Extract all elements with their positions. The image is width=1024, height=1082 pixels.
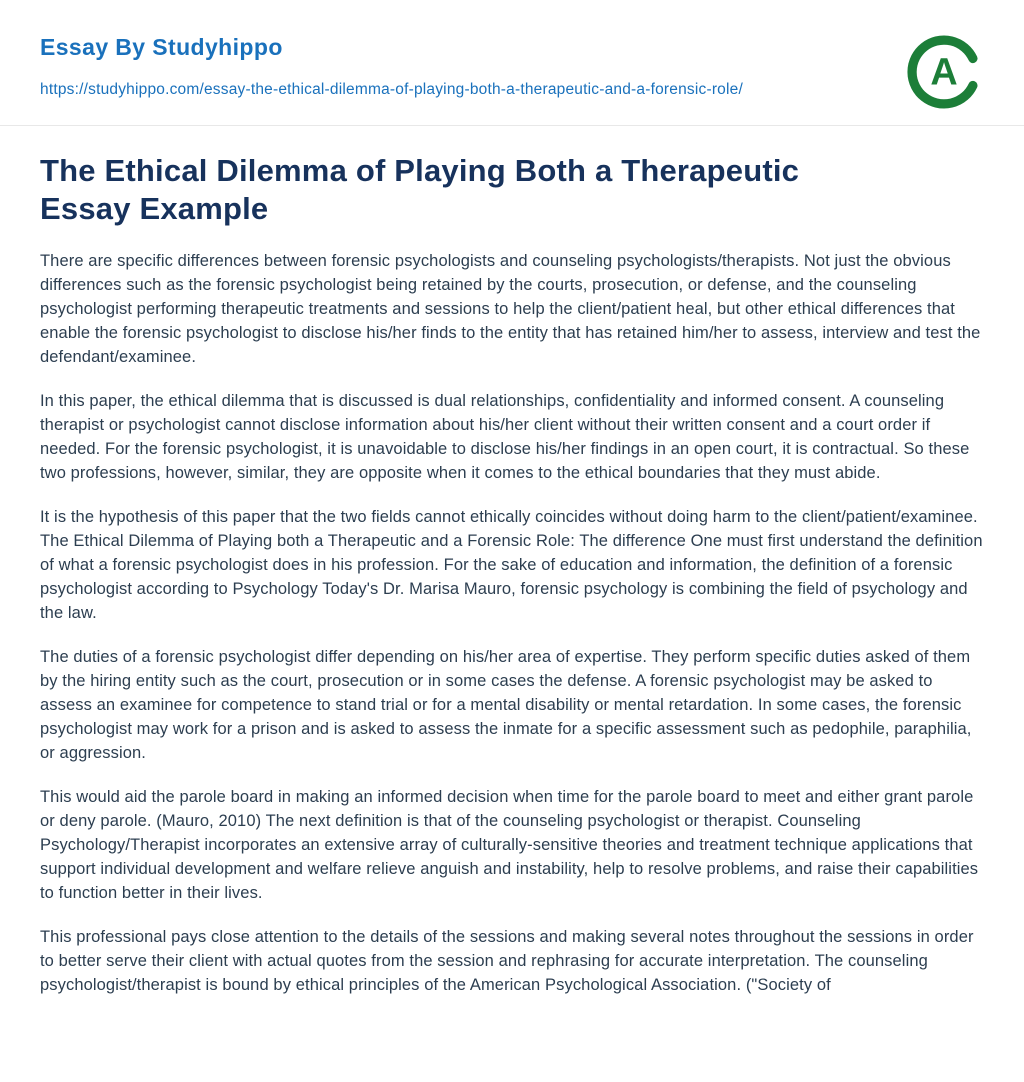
essay-content [40, 152, 984, 996]
essay-url-link[interactable]: https://studyhippo.com/essay-the-ethical-dilemma-of-playing-both-a-therapeutic-and-a-forensic-role/ [40, 81, 743, 98]
essay-paragraph: It is the hypothesis of this paper that the two fields cannot ethically coincides without doing harm to the client/patient/examinee. The Ethical Dilemma of Playing both a Therapeutic and a Forensic Role: The difference One must first understand the definition of what a forensic psychologist does in his profession. For the sake of education and information, the definition of a forensic psychologist according to Psychology Today's Dr. Marisa Mauro, forensic psychology is combining the field of psychology and the law. [40, 507, 983, 622]
header-divider [0, 125, 1024, 126]
essay-body [40, 249, 984, 997]
essay-title: The Ethical Dilemma of Playing Both a Therapeutic Essay Example [40, 153, 800, 226]
essay-paragraph: There are specific differences between forensic psychologists and counseling psychologists/therapists. Not just the obvious differences such as the forensic psychologist being retained by the courts, prosecution, or defense, and the counseling psychologist performing therapeutic treatments and sessions to help the client/patient heal, but other ethical differences that enable the forensic psychologist to disclose his/her finds to the entity that has retained him/her to assess, interview and test the defendant/examinee. [40, 251, 981, 366]
studyhippo-logo-icon [902, 30, 986, 114]
logo-letter: A [930, 51, 958, 94]
site-title: Essay By Studyhippo [40, 34, 283, 60]
logo-ring-icon [902, 30, 986, 114]
essay-paragraph: This would aid the parole board in making an informed decision when time for the parole board to meet and either grant parole or deny parole. (Mauro, 2010) The next definition is that of the counseling psychologist or therapist. Counseling Psychology/Therapist incorporates an extensive array of culturally-sensitive theories and treatment technique applications that support individual development and welfare relieve anguish and instability, help to resolve problems, and raise their capabilities to function better in their lives. [40, 787, 979, 902]
page-header [40, 34, 984, 103]
essay-paragraph: In this paper, the ethical dilemma that is discussed is dual relationships, confidentiality and informed consent. A counseling therapist or psychologist cannot disclose information about his/her client without their written consent and a court order if needed. For the forensic psychologist, it is unavoidable to disclose his/her findings in an open court, it is contractual. So these two professions, however, similar, they are opposite when it comes to the ethical boundaries that they must abide. [40, 391, 970, 482]
essay-paragraph: The duties of a forensic psychologist differ depending on his/her area of expertise. They perform specific duties asked of them by the hiring entity such as the court, prosecution or in some cases the defense. A forensic psychologist may be asked to assess an examinee for competence to stand trial or for a mental disability or mental retardation. In some cases, the forensic psychologist may work for a prison and is asked to assess the inmate for a specific assessment such as pedophile, paraphilia, or aggression. [40, 647, 972, 762]
essay-paragraph: This professional pays close attention to the details of the sessions and making several notes throughout the sessions in order to better serve their client with actual quotes from the session and rephrasing for accurate interpretation. The counseling psychologist/therapist is bound by ethical principles of the American Psychological Association. ("Society of [40, 927, 974, 994]
